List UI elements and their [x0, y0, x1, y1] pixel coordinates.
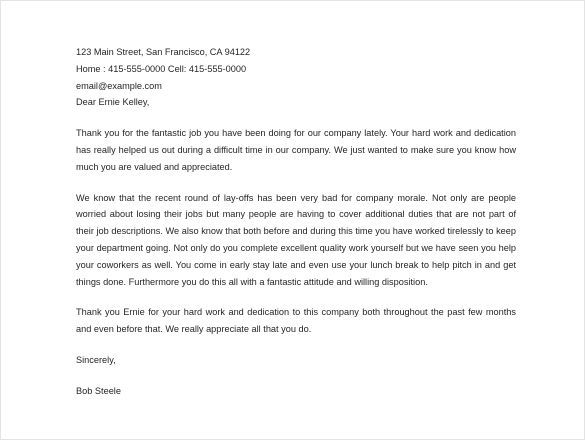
salutation: Dear Ernie Kelley, [76, 97, 150, 108]
spacer [76, 176, 516, 190]
sender-phones: Home : 415-555-0000 Cell: 415-555-0000 [76, 63, 247, 74]
spacer [76, 369, 516, 383]
letter-body [76, 44, 516, 400]
paragraph-appreciation: Thank you Ernie for your hard work and dedication to this company both throughout the past few months and even before that. We really appreciate all that you do. [76, 307, 516, 335]
paragraph-thanks: Thank you for the fantastic job you have been doing for our company lately. Your hard work and dedication has really helped us out during a difficult time in our company. We just wanted to make sure you know how much you are valued and appreciated. [76, 128, 516, 172]
paragraph-layoffs: We know that the recent round of lay-offs has been very bad for company morale. Not only are people worried about losing their jobs but many people are having to cover additional duties that are not part of their job descriptions. We also know that both before and during this time you have worked tirelessly to keep your department going. Not only do you complete excellent quality work yourself but we have seen you help your coworkers as well. You come in early stay late and even use your lunch break to help pitch in and get things done. Furthermore you do this all with a fantastic attitude and willing disposition. [76, 192, 516, 287]
sender-address: 123 Main Street, San Francisco, CA 94122 [76, 47, 251, 57]
closing: Sincerely, [76, 354, 116, 365]
sender-email: email@example.com [76, 80, 162, 91]
signature-name: Bob Steele [76, 385, 121, 396]
spacer [76, 338, 516, 352]
spacer [76, 290, 516, 304]
spacer [76, 111, 516, 125]
